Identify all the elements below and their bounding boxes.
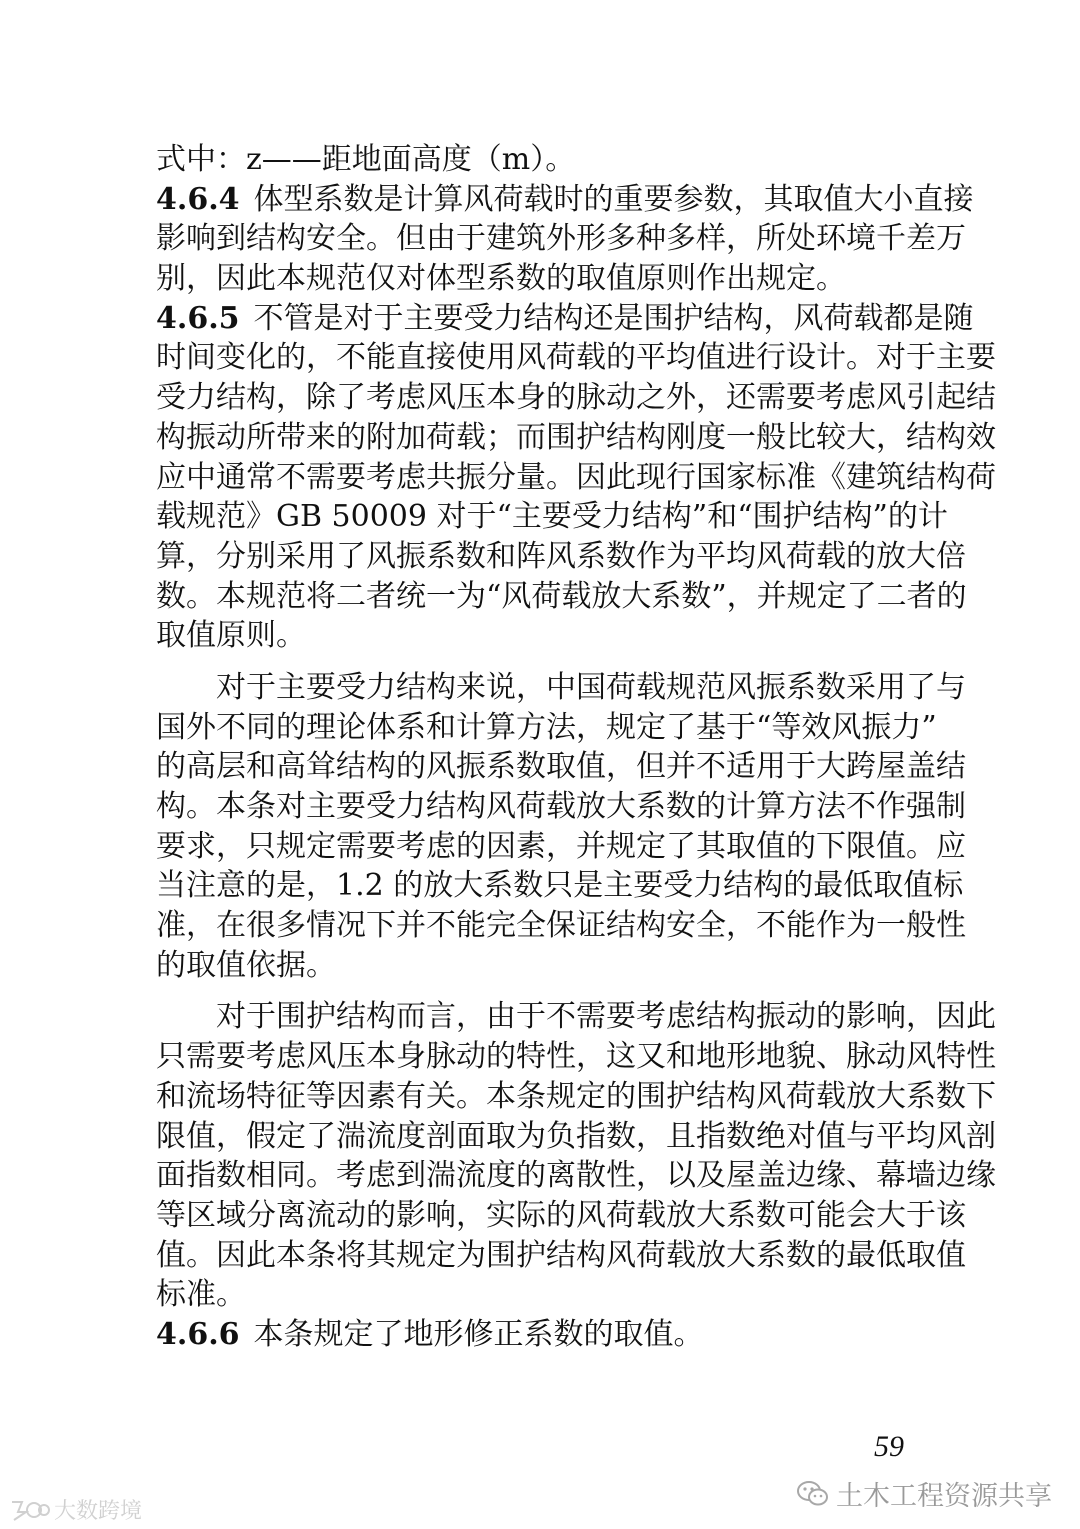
- line-text: 当注意的是，1.2 的放大系数只是主要受力结构的最低取值标: [156, 868, 964, 904]
- text-line: [156, 997, 996, 1037]
- text-line: [156, 747, 966, 787]
- text-line: [156, 946, 956, 986]
- text-line: [156, 1196, 966, 1236]
- text-line: [156, 1077, 996, 1117]
- text-line: [156, 668, 966, 708]
- line-text: 受力结构，除了考虑风压本身的脉动之外，还需要考虑风引起结: [156, 380, 996, 416]
- wechat-icon: [796, 1480, 830, 1508]
- line-text: 标准。: [156, 1277, 246, 1313]
- section-number: 4.6.5: [156, 300, 240, 336]
- text-line: [156, 537, 966, 577]
- text-line: [156, 577, 967, 617]
- line-text: 准，在很多情况下并不能完全保证结构安全，不能作为一般性: [156, 908, 966, 944]
- line-text: 载规范》GB 50009 对于“主要受力结构”和“围护结构”的计: [156, 499, 948, 535]
- line-text: 式中：z——距地面高度（m）。: [156, 142, 576, 177]
- text-line: [156, 616, 956, 656]
- text-line: [156, 219, 966, 259]
- line-text: 只需要考虑风压本身脉动的特性，这又和地形地貌、脉动风特性: [156, 1039, 996, 1075]
- body-text: [156, 140, 996, 1355]
- text-line: [156, 1117, 996, 1157]
- line-text: 和流场特征等因素有关。本条规定的围护结构风荷载放大系数下: [156, 1078, 996, 1114]
- line-text: 影响到结构安全。但由于建筑外形多种多样，所处环境千差万: [156, 221, 966, 257]
- section-heading-line: [156, 180, 974, 220]
- text-line: [156, 140, 956, 180]
- line-text: 对于主要受力结构来说，中国荷载规范风振系数采用了与: [216, 669, 966, 705]
- line-text: 值。因此本条将其规定为围护结构风荷载放大系数的最低取值: [156, 1237, 966, 1273]
- paragraph-gap: [156, 985, 956, 997]
- line-text: 本条规定了地形修正系数的取值。: [253, 1316, 704, 1352]
- line-text: 对于围护结构而言，由于不需要考虑结构振动的影响，因此: [216, 999, 996, 1035]
- page-number: 59: [874, 1430, 904, 1463]
- line-text: 取值原则。: [156, 618, 306, 654]
- line-text: 构振动所带来的附加荷载；而围护结构刚度一般比较大，结构效: [156, 419, 996, 455]
- line-text: 国外不同的理论体系和计算方法，规定了基于“等效风振力”: [156, 709, 937, 745]
- line-text: 数。本规范将二者统一为“风荷载放大系数”，并规定了二者的: [156, 578, 967, 614]
- text-line: [156, 787, 966, 827]
- line-text: 时间变化的，不能直接使用风荷载的平均值进行设计。对于主要: [156, 340, 996, 376]
- text-line: [156, 418, 996, 458]
- line-text: 体型系数是计算风荷载时的重要参数，其取值大小直接: [253, 181, 974, 217]
- line-text: 不管是对于主要受力结构还是围护结构，风荷载都是随: [253, 300, 974, 336]
- text-line: [156, 906, 966, 946]
- text-line: [156, 1037, 996, 1077]
- text-line: [156, 1156, 996, 1196]
- text-line: [156, 497, 956, 537]
- watermark-left: [8, 1494, 142, 1525]
- section-number: 4.6.4: [156, 181, 240, 217]
- watermark-right-text: 土木工程资源共享: [836, 1481, 1052, 1512]
- text-line: [156, 259, 956, 299]
- line-text: 等区域分离流动的影响，实际的风荷载放大系数可能会大于该: [156, 1197, 966, 1233]
- line-text: 限值，假定了湍流度剖面取为负指数，且指数绝对值与平均风剖: [156, 1118, 996, 1154]
- text-line: [156, 378, 996, 418]
- paragraph-gap: [156, 656, 956, 668]
- section-heading-line: [156, 299, 974, 339]
- text-line: [156, 827, 966, 867]
- text-line: [156, 1236, 966, 1276]
- section-heading-line: [156, 1315, 956, 1355]
- text-line: [156, 1275, 956, 1315]
- watermark-right: [796, 1474, 1052, 1513]
- line-text: 要求，只规定需要考虑的因素，并规定了其取值的下限值。应: [156, 828, 966, 864]
- line-text: 别，因此本规范仅对体型系数的取值原则作出规定。: [156, 261, 846, 297]
- text-line: [156, 338, 996, 378]
- line-text: 的取值依据。: [156, 947, 336, 983]
- brand-logo-icon: [8, 1498, 50, 1522]
- line-text: 应中通常不需要考虑共振分量。因此现行国家标准《建筑结构荷: [156, 459, 996, 495]
- watermark-left-text: 大数跨境: [54, 1499, 143, 1524]
- line-text: 面指数相同。考虑到湍流度的离散性，以及屋盖边缘、幕墙边缘: [156, 1158, 996, 1194]
- line-text: 的高层和高耸结构的风振系数取值，但并不适用于大跨屋盖结: [156, 749, 966, 785]
- text-line: [156, 866, 964, 906]
- text-line: [156, 708, 956, 748]
- section-number: 4.6.6: [156, 1316, 240, 1352]
- text-line: [156, 458, 996, 498]
- line-text: 构。本条对主要受力结构风荷载放大系数的计算方法不作强制: [156, 789, 966, 824]
- line-text: 算，分别采用了风振系数和阵风系数作为平均风荷载的放大倍: [156, 538, 966, 574]
